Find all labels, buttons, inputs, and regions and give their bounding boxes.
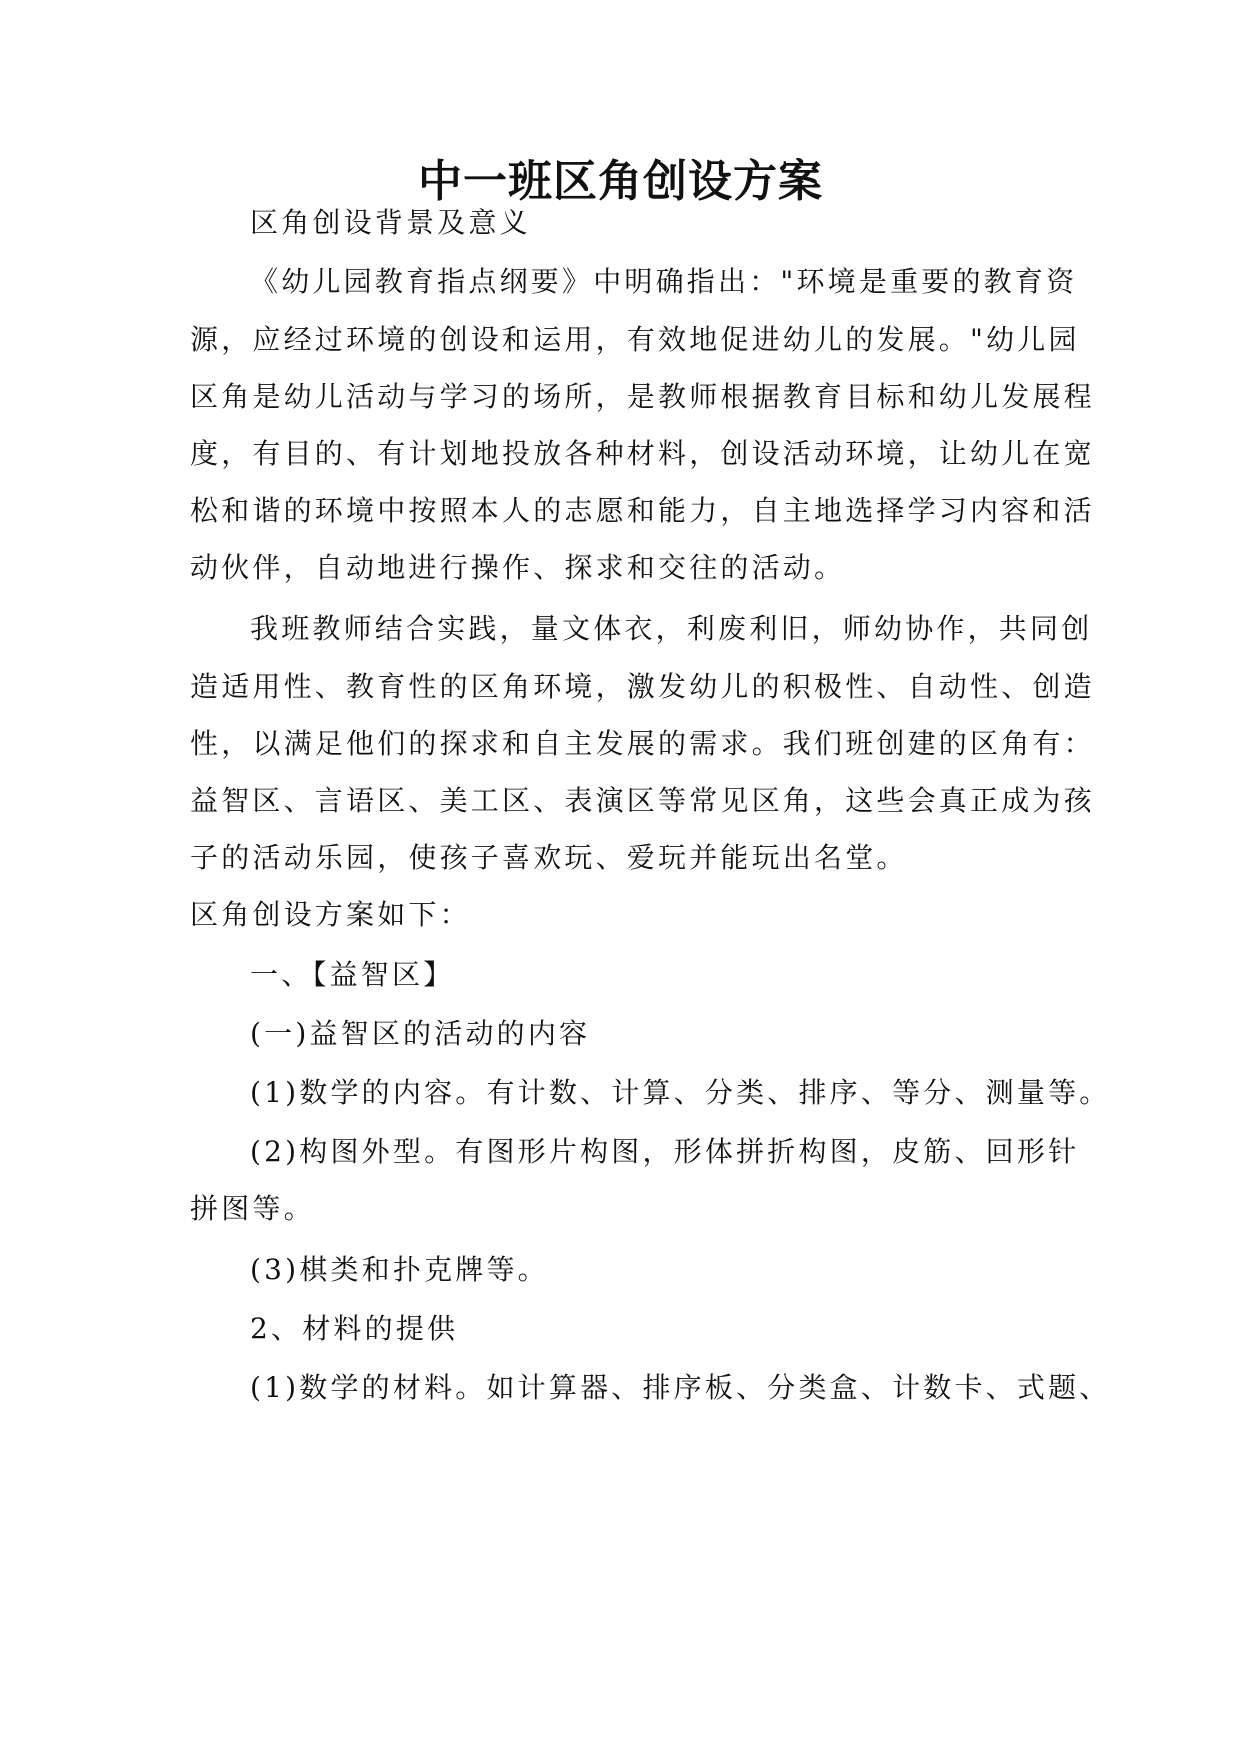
paragraph-line: 区角是幼儿活动与学习的场所，是教师根据教育目标和幼儿发展程	[190, 380, 1095, 413]
paragraph-line: 度，有目的、有计划地投放各种材料，创设活动环境，让幼儿在宽	[190, 437, 1095, 470]
section-heading-puzzle-area: 一、【益智区】	[250, 958, 455, 991]
paragraph-line: 造适用性、教育性的区角环境，激发幼儿的积极性、自动性、创造	[190, 670, 1095, 703]
paragraph-line: 动伙伴，自动地进行操作、探求和交往的活动。	[190, 551, 846, 584]
section-heading-plan: 区角创设方案如下：	[190, 898, 471, 931]
list-item-continuation: 拼图等。	[190, 1192, 315, 1225]
subsection-heading-content: (一)益智区的活动的内容	[250, 1017, 591, 1050]
section-heading-background: 区角创设背景及意义	[250, 206, 531, 239]
page-title: 中一班区角创设方案	[418, 156, 823, 207]
paragraph-line: 我班教师结合实践，量文体衣，利废利旧，师幼协作，共同创	[250, 612, 1093, 645]
paragraph-line: 性，以满足他们的探求和自主发展的需求。我们班创建的区角有：	[190, 727, 1095, 760]
paragraph-line: 松和谐的环境中按照本人的志愿和能力，自主地选择学习内容和活	[190, 494, 1095, 527]
paragraph-line: 益智区、言语区、美工区、表演区等常见区角，这些会真正成为孩	[190, 784, 1095, 817]
list-item: (2)构图外型。有图形片构图，形体拼折构图，皮筋、回形针	[250, 1135, 1080, 1168]
subsection-heading-materials: 2、材料的提供	[250, 1312, 459, 1345]
list-item: (3)棋类和扑克牌等。	[250, 1253, 549, 1286]
paragraph-line: 《幼儿园教育指点纲要》中明确指出："环境是重要的教育资	[250, 265, 1078, 298]
paragraph-line: 源，应经过环境的创设和运用，有效地促进幼儿的发展。"幼儿园	[190, 323, 1080, 356]
list-item: (1)数学的材料。如计算器、排序板、分类盒、计数卡、式题、	[250, 1371, 1111, 1404]
paragraph-line: 子的活动乐园，使孩子喜欢玩、爱玩并能玩出名堂。	[190, 841, 908, 874]
list-item: (1)数学的内容。有计数、计算、分类、排序、等分、测量等。	[250, 1076, 1111, 1109]
